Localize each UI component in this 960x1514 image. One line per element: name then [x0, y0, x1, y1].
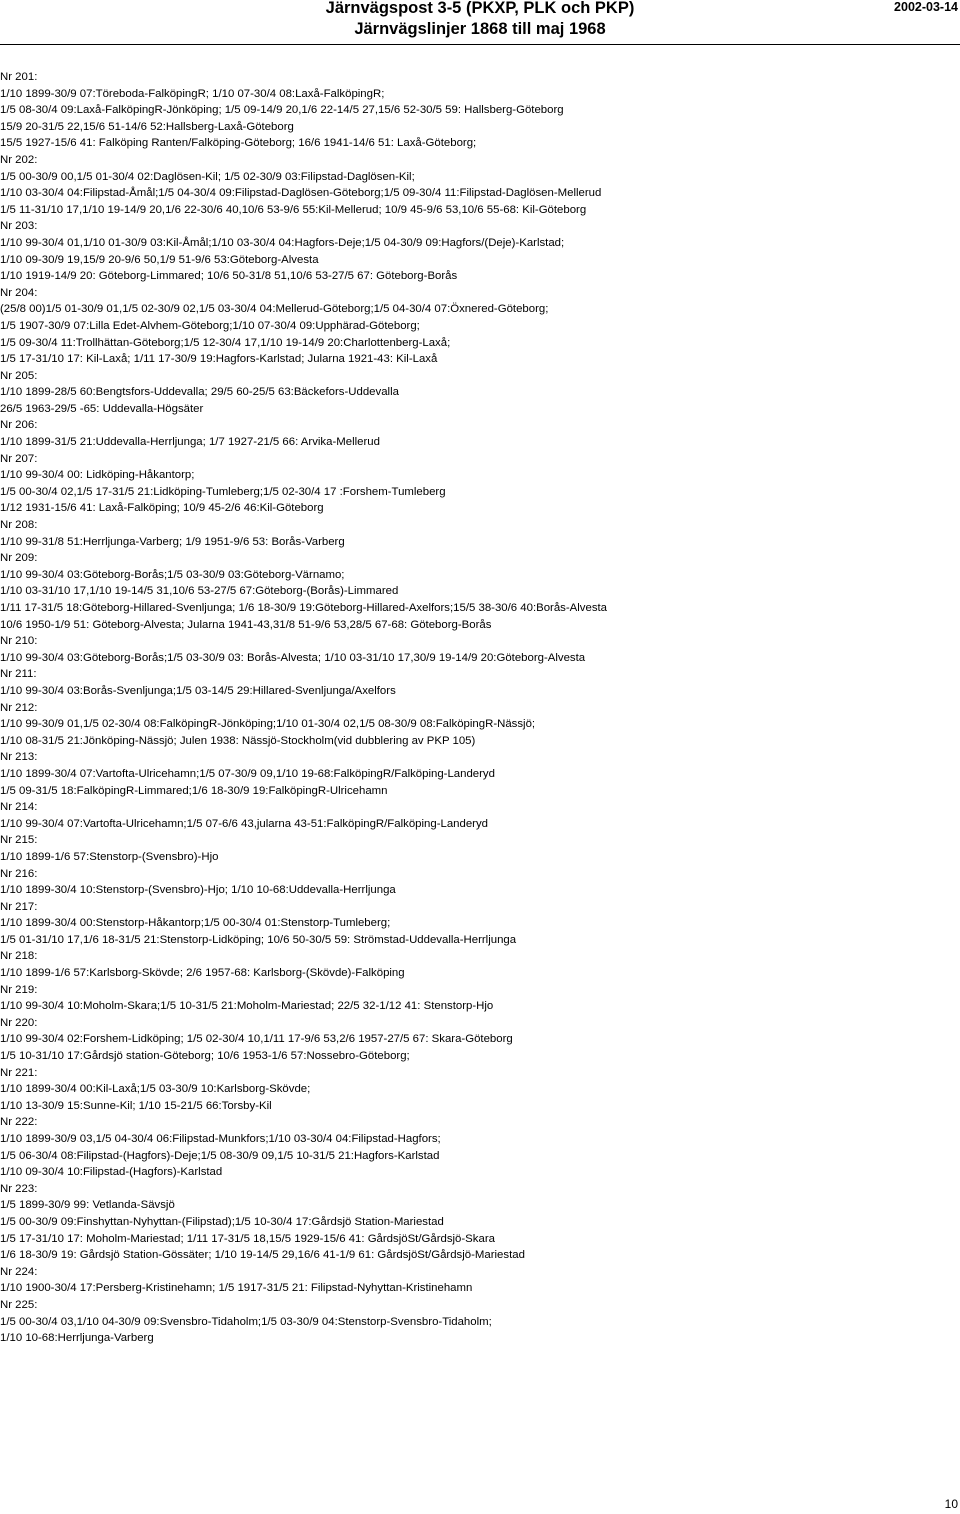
route-entry-line: 1/10 1919-14/9 20: Göteborg-Limmared; 10/6 50-31/8 51,10/6 53-27/5 67: Göteborg-Borås	[0, 270, 458, 283]
document-date: 2002-03-14	[894, 0, 958, 14]
route-entry-line: 1/11 17-31/5 18:Göteborg-Hillared-Svenljunga; 1/6 18-30/9 19:Göteborg-Hillared-Axelfors;15/5 38-30/6 40:Borås-Alvesta	[0, 602, 608, 614]
route-entry-line: 1/10 1899-30/9 03,1/5 04-30/4 06:Filipstad-Munkfors;1/10 03-30/4 04:Filipstad-Hagfors;	[0, 1133, 441, 1145]
route-entry-line: 15/5 1927-15/6 41: Falköping Ranten/Falköping-Göteborg; 16/6 1941-14/6 51: Laxå-Göteborg;	[0, 137, 477, 150]
route-number-heading: Nr 215:	[0, 834, 38, 847]
route-entry-line: 1/5 1899-30/9 99: Vetlanda-Sävsjö	[0, 1199, 175, 1212]
route-entry-line: 1/5 01-31/10 17,1/6 18-31/5 21:Stenstorp-Lidköping; 10/6 50-30/5 59: Strömstad-Uddevalla-Herrljunga	[0, 933, 517, 946]
route-number-heading: Nr 209:	[0, 552, 38, 565]
document-title: Järnvägspost 3-5 (PKXP, PLK och PKP)	[325, 0, 635, 17]
route-entry-line: 1/5 1907-30/9 07:Lilla Edet-Alvhem-Göteborg;1/10 07-30/4 09:Upphärad-Göteborg;	[0, 319, 420, 332]
route-entry-line: 1/10 1899-30/4 07:Vartofta-Ulricehamn;1/5 07-30/9 09,1/10 19-68:FalköpingR/Falköping-Landeryd	[0, 767, 495, 780]
route-entry-line: 1/10 1899-30/4 10:Stenstorp-(Svensbro)-Hjo; 1/10 10-68:Uddevalla-Herrljunga	[0, 884, 396, 897]
route-entry-line: 1/12 1931-15/6 41: Laxå-Falköping; 10/9 45-2/6 46:Kil-Göteborg	[0, 502, 324, 515]
route-number-heading: Nr 205:	[0, 369, 38, 382]
route-number-heading: Nr 214:	[0, 801, 38, 814]
route-entry-line: 1/5 00-30/9 00,1/5 01-30/4 02:Daglösen-Kil; 1/5 02-30/9 03:Filipstad-Daglösen-Kil;	[0, 170, 415, 183]
route-number-heading: Nr 207:	[0, 452, 38, 465]
route-number-heading: Nr 216:	[0, 867, 38, 880]
route-entry-line: 1/10 99-30/4 00: Lidköping-Håkantorp;	[0, 469, 195, 482]
route-number-heading: Nr 210:	[0, 635, 38, 648]
route-entry-line: 10/6 1950-1/9 51: Göteborg-Alvesta; Jularna 1941-43,31/8 51-9/6 53,28/5 67-68: Göteborg-Borås	[0, 618, 492, 631]
route-number-heading: Nr 220:	[0, 1016, 38, 1029]
route-entry-line: 1/5 00-30/9 09:Finshyttan-Nyhyttan-(Filipstad);1/5 10-30/4 17:Gårdsjö Station-Mariestad	[0, 1215, 444, 1228]
route-entry-line: 1/10 99-30/4 03:Göteborg-Borås;1/5 03-30/9 03:Göteborg-Värnamo;	[0, 568, 345, 581]
route-number-heading: Nr 223:	[0, 1182, 38, 1195]
route-entry-line: 1/10 1900-30/4 17:Persberg-Kristinehamn; 1/5 1917-31/5 21: Filipstad-Nyhyttan-Kristinehamn	[0, 1282, 473, 1295]
route-number-heading: Nr 213:	[0, 751, 38, 764]
route-entry-line: 1/10 03-30/4 04:Filipstad-Åmål;1/5 04-30/4 09:Filipstad-Daglösen-Göteborg;1/5 09-30/4 11:Filipstad-Daglösen-Mellerud	[0, 187, 602, 200]
route-entry-line: 1/10 99-30/4 02:Forshem-Lidköping; 1/5 02-30/4 10,1/11 17-9/6 53,2/6 1957-27/5 67: Skara-Göteborg	[0, 1033, 513, 1046]
route-entry-line: 1/5 00-30/4 02,1/5 17-31/5 21:Lidköping-Tumleberg;1/5 02-30/4 17 :Forshem-Tumleberg	[0, 485, 446, 498]
page-header	[0, 0, 960, 42]
route-entry-line: 1/10 1899-1/6 57:Karlsborg-Skövde; 2/6 1957-68: Karlsborg-(Skövde)-Falköping	[0, 967, 405, 980]
route-number-heading: Nr 202:	[0, 153, 38, 166]
route-entry-line: 1/10 09-30/4 10:Filipstad-(Hagfors)-Karlstad	[0, 1166, 223, 1179]
document-subtitle: Järnvägslinjer 1868 till maj 1968	[354, 20, 606, 38]
route-number-heading: Nr 217:	[0, 900, 38, 913]
route-entry-line: 1/5 08-30/4 09:Laxå-FalköpingR-Jönköping; 1/5 09-14/9 20,1/6 22-14/5 27,15/6 52-30/5 59: Hallsberg-Göteborg	[0, 104, 564, 117]
route-entry-line: 1/10 1899-30/4 00:Stenstorp-Håkantorp;1/5 00-30/4 01:Stenstorp-Tumleberg;	[0, 917, 391, 930]
route-entry-line: 1/10 1899-30/4 00:Kil-Laxå;1/5 03-30/9 10:Karlsborg-Skövde;	[0, 1083, 311, 1096]
route-entry-line: 26/5 1963-29/5 -65: Uddevalla-Högsäter	[0, 402, 204, 415]
route-entry-line: 1/10 99-31/8 51:Herrljunga-Varberg; 1/9 1951-9/6 53: Borås-Varberg	[0, 535, 345, 548]
route-number-heading: Nr 201:	[0, 71, 38, 83]
route-list	[0, 69, 958, 1347]
route-entry-line: 15/9 20-31/5 22,15/6 51-14/6 52:Hallsberg-Laxå-Göteborg	[0, 120, 294, 133]
route-entry-line: 1/10 99-30/9 01,1/5 02-30/4 08:FalköpingR-Jönköping;1/10 01-30/4 02,1/5 08-30/9 08:FalköpingR-Nässjö;	[0, 718, 536, 731]
route-entry-line: 1/10 13-30/9 15:Sunne-Kil; 1/10 15-21/5 66:Torsby-Kil	[0, 1099, 272, 1112]
route-entry-line: 1/10 10-68:Herrljunga-Varberg	[0, 1332, 154, 1345]
route-entry-line: 1/10 1899-1/6 57:Stenstorp-(Svensbro)-Hjo	[0, 850, 219, 863]
route-entry-line: 1/5 11-31/10 17,1/10 19-14/9 20,1/6 22-30/6 40,10/6 53-9/6 55:Kil-Mellerud; 10/9 45-9/6 53,10/6 55-68: Kil-Göteborg	[0, 203, 587, 216]
route-entry-line: 1/10 99-30/4 03:Göteborg-Borås;1/5 03-30/9 03: Borås-Alvesta; 1/10 03-31/10 17,30/9 19-14/9 20:Göteborg-Alvesta	[0, 651, 586, 664]
route-entry-line: 1/6 18-30/9 19: Gårdsjö Station-Gössäter; 1/10 19-14/5 29,16/6 41-1/9 61: GårdsjöSt/Gårdsjö-Mariestad	[0, 1249, 525, 1262]
route-entry-line: 1/5 17-31/10 17: Kil-Laxå; 1/11 17-30/9 19:Hagfors-Karlstad; Jularna 1921-43: Kil-Laxå	[0, 353, 438, 366]
route-entry-line: (25/8 00)1/5 01-30/9 01,1/5 02-30/9 02,1/5 03-30/4 04:Mellerud-Göteborg;1/5 04-30/4 07:Öxnered-Göteborg;	[0, 303, 549, 316]
route-number-heading: Nr 212:	[0, 701, 38, 714]
route-number-heading: Nr 224:	[0, 1265, 38, 1278]
route-number-heading: Nr 225:	[0, 1298, 38, 1311]
route-entry-line: 1/10 09-30/9 19,15/9 20-9/6 50,1/9 51-9/6 53:Göteborg-Alvesta	[0, 253, 319, 266]
route-entry-line: 1/10 99-30/4 07:Vartofta-Ulricehamn;1/5 07-6/6 43,jularna 43-51:FalköpingR/Falköping-Landeryd	[0, 817, 488, 830]
route-entry-line: 1/5 00-30/4 03,1/10 04-30/9 09:Svensbro-Tidaholm;1/5 03-30/9 04:Stenstorp-Svensbro-Tidaholm;	[0, 1315, 492, 1328]
route-number-heading: Nr 211:	[0, 668, 37, 681]
route-entry-line: 1/10 1899-28/5 60:Bengtsfors-Uddevalla; 29/5 60-25/5 63:Bäckefors-Uddevalla	[0, 386, 399, 399]
route-entry-line: 1/10 03-31/10 17,1/10 19-14/5 31,10/6 53-27/5 67:Göteborg-(Borås)-Limmared	[0, 585, 399, 598]
route-number-heading: Nr 203:	[0, 220, 38, 233]
route-number-heading: Nr 219:	[0, 983, 38, 996]
page-number: 10	[944, 1497, 958, 1511]
route-entry-line: 1/5 06-30/4 08:Filipstad-(Hagfors)-Deje;1/5 08-30/9 09,1/5 10-31/5 21:Hagfors-Karlstad	[0, 1149, 440, 1162]
route-entry-line: 1/10 99-30/4 10:Moholm-Skara;1/5 10-31/5 21:Moholm-Mariestad; 22/5 32-1/12 41: Stenstorp-Hjo	[0, 1000, 494, 1013]
route-entry-line: 1/10 99-30/4 03:Borås-Svenljunga;1/5 03-14/5 29:Hillared-Svenljunga/Axelfors	[0, 684, 396, 697]
route-number-heading: Nr 206:	[0, 419, 38, 432]
route-entry-line: 1/10 99-30/4 01,1/10 01-30/9 03:Kil-Åmål;1/10 03-30/4 04:Hagfors-Deje;1/5 04-30/9 09:Hagfors/(Deje)-Karlstad;	[0, 236, 565, 249]
route-number-heading: Nr 221:	[0, 1066, 38, 1079]
header-divider	[0, 44, 960, 45]
route-entry-line: 1/5 10-31/10 17:Gårdsjö station-Göteborg; 10/6 1953-1/6 57:Nossebro-Göteborg;	[0, 1050, 410, 1063]
route-entry-line: 1/5 17-31/10 17: Moholm-Mariestad; 1/11 17-31/5 18,15/5 1929-15/6 41: GårdsjöSt/Gårdsjö-Skara	[0, 1232, 495, 1245]
route-number-heading: Nr 204:	[0, 286, 38, 299]
route-entry-line: 1/10 1899-31/5 21:Uddevalla-Herrljunga; 1/7 1927-21/5 66: Arvika-Mellerud	[0, 436, 380, 449]
route-entry-line: 1/5 09-31/5 18:FalköpingR-Limmared;1/6 18-30/9 19:FalköpingR-Ulricehamn	[0, 784, 388, 797]
route-entry-line: 1/10 1899-30/9 07:Töreboda-FalköpingR; 1/10 07-30/4 08:Laxå-FalköpingR;	[0, 87, 385, 100]
route-entry-line: 1/5 09-30/4 11:Trollhättan-Göteborg;1/5 12-30/4 17,1/10 19-14/9 20:Charlottenberg-Laxå;	[0, 336, 451, 349]
route-entry-line: 1/10 08-31/5 21:Jönköping-Nässjö; Julen 1938: Nässjö-Stockholm(vid dubblering av PKP 105)	[0, 734, 476, 747]
route-number-heading: Nr 208:	[0, 519, 38, 532]
route-number-heading: Nr 222:	[0, 1116, 38, 1129]
route-number-heading: Nr 218:	[0, 950, 38, 963]
